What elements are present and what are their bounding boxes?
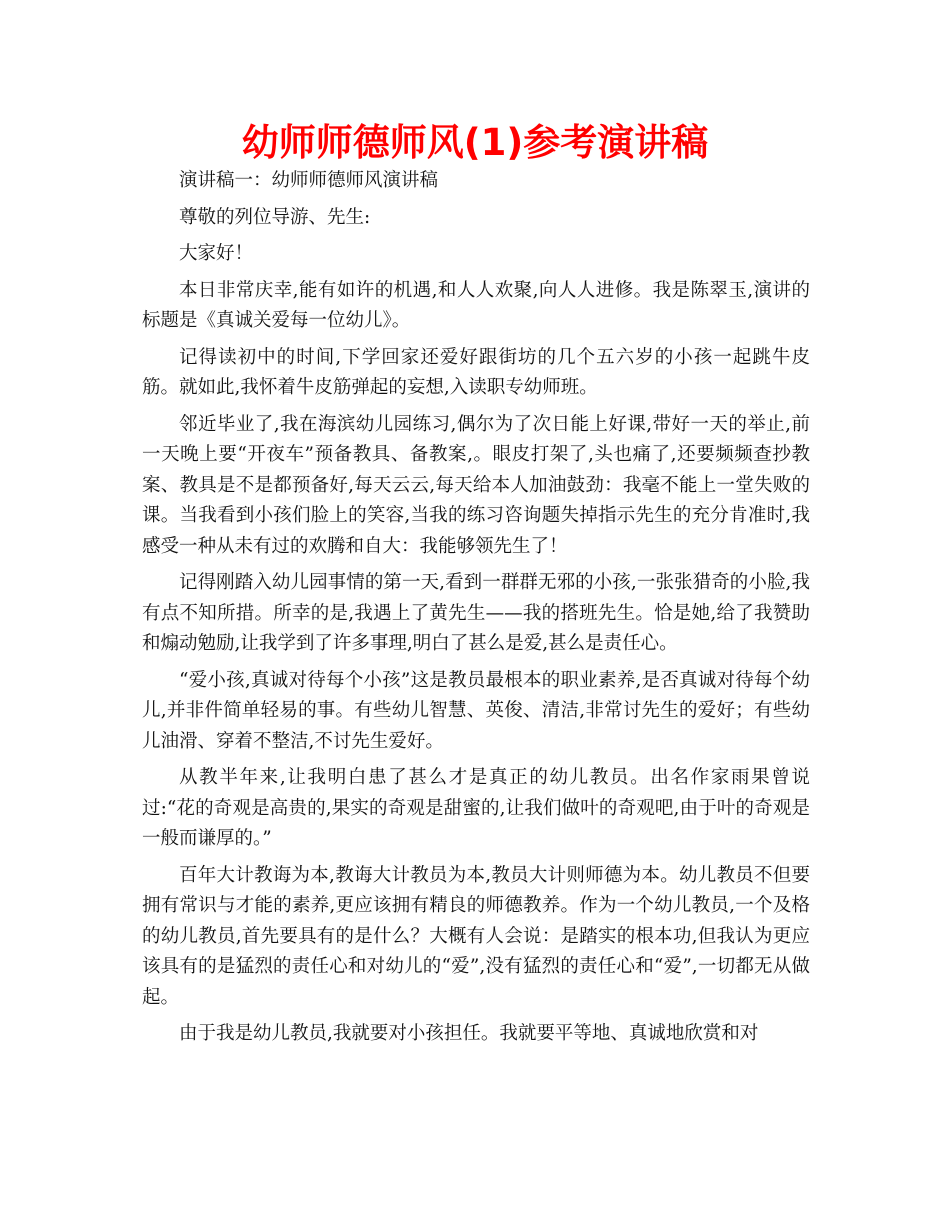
paragraph: 由于我是幼儿教员,我就要对小孩担任。我就要平等地、真诚地欣赏和对 — [179, 1023, 759, 1044]
document-title: 幼师师德师风(1)参考演讲稿 — [241, 121, 709, 164]
document-body — [142, 166, 810, 1050]
paragraph: 百年大计教诲为本,教诲大计教员为本,教员大计则师德为本。幼儿教员不但要拥有常识与才能的素养,更应该拥有精良的师德教养。作为一个幼儿教员,一个及格的幼儿教员,首先要具有的是什么？大概有人会说：是踏实的根本功,但我认为更应该具有的是猛烈的责任心和对幼儿的“爱”,没有猛烈的责任心和“爱”,一切都无从做起。 — [142, 864, 810, 1008]
salutation: 尊敬的列位导游、先生: — [179, 206, 371, 228]
paragraph: 记得刚踏入幼儿园事情的第一天,看到一群群无邪的小孩,一张张猎奇的小脸,我有点不知所措。所幸的是,我遇上了黄先生——我的搭班先生。恰是她,给了我赞助和煽动勉励,让我学到了许多事理,明白了甚么是爱,甚么是责任心。 — [142, 572, 810, 654]
paragraph: 从教半年来,让我明白患了甚么才是真正的幼儿教员。出名作家雨果曾说过:“花的奇观是高贵的,果实的奇观是甜蜜的,让我们做叶的奇观吧,由于叶的奇观是一般而谦厚的。” — [142, 767, 810, 849]
paragraph: “爱小孩,真诚对待每个小孩”这是教员最根本的职业素养,是否真诚对待每个幼儿,并非件简单轻易的事。有些幼儿智慧、英俊、清洁,非常讨先生的爱好；有些幼儿油滑、穿着不整洁,不讨先生爱好。 — [142, 669, 810, 752]
speech-subtitle: 演讲稿一：幼师师德师风演讲稿 — [179, 170, 439, 191]
paragraph: 邻近毕业了,我在海滨幼儿园练习,偶尔为了次日能上好课,带好一天的举止,前一天晚上要“开夜车”预备教具、备教案,。眼皮打架了,头也痛了,还要频频查抄教案、教具是不是都预备好,每天云云,每天给本人加油鼓劲：我毫不能上一堂失败的课。当我看到小孩们脸上的笑容,当我的练习咨询题失掉指示先生的充分肯准时,我感受一种从未有过的欢腾和自大：我能够领先生了！ — [142, 413, 810, 557]
paragraph: 本日非常庆幸,能有如许的机遇,和人人欢聚,向人人进修。我是陈翠玉,演讲的标题是《真诚关爱每一位幼儿》。 — [142, 279, 810, 331]
paragraph: 记得读初中的时间,下学回家还爱好跟街坊的几个五六岁的小孩一起跳牛皮筋。就如此,我怀着牛皮筋弹起的妄想,入读职专幼师班。 — [142, 346, 810, 398]
greeting: 大家好！ — [179, 243, 254, 264]
